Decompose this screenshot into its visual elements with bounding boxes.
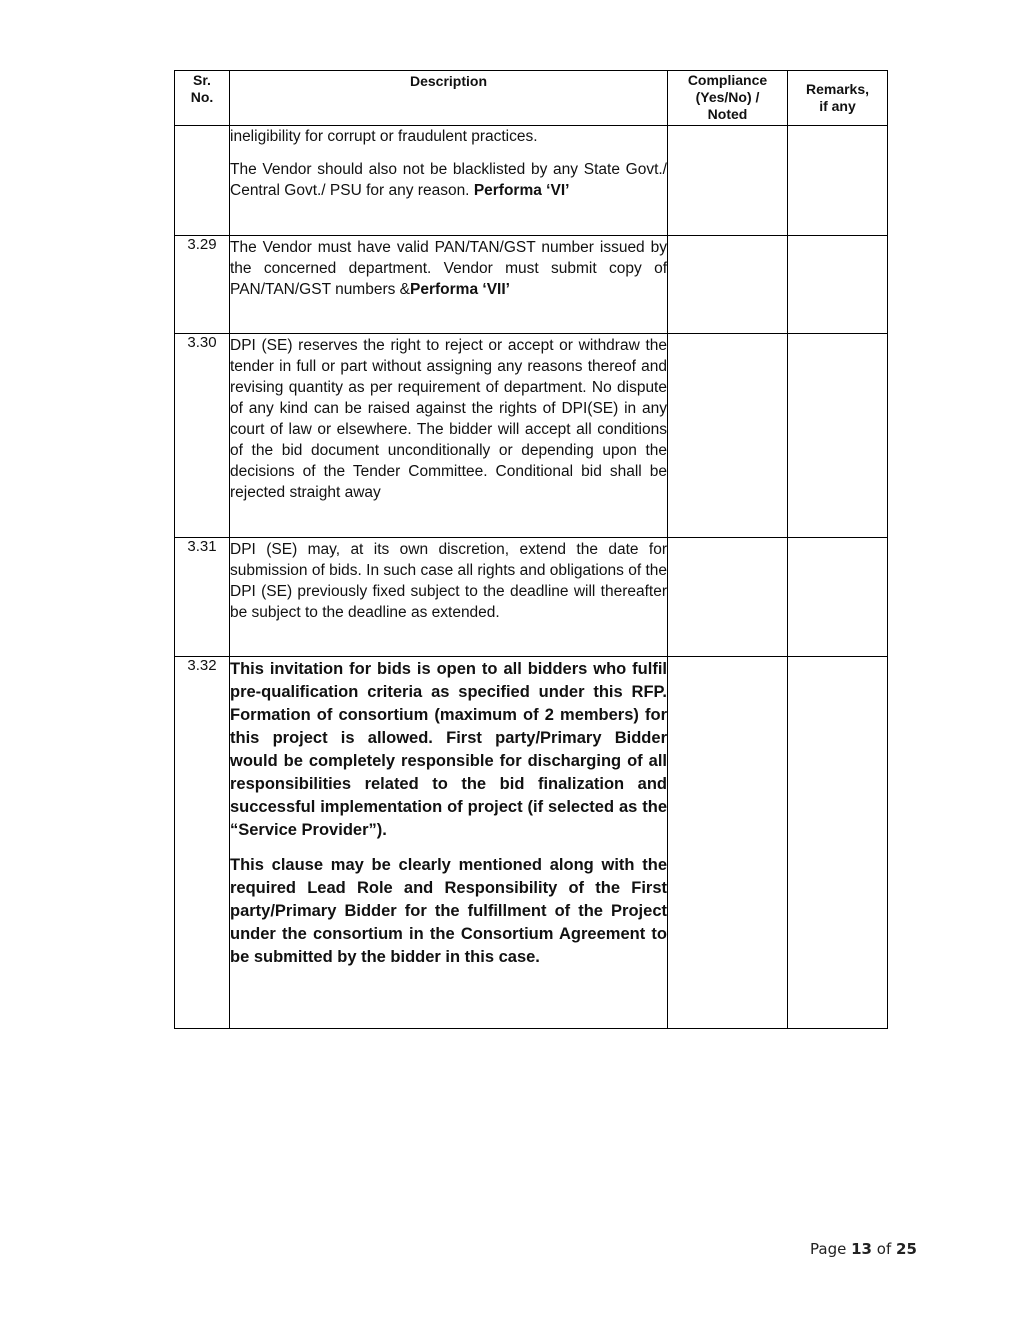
table-row — [175, 334, 888, 538]
row-remarks-cell[interactable] — [788, 538, 888, 657]
of-label: of — [876, 1240, 892, 1258]
header-remarks: Remarks, if any — [788, 71, 888, 126]
description-paragraph: ineligibility for corrupt or fraudulent practices. — [230, 128, 538, 145]
header-compliance: Compliance (Yes/No) / Noted — [668, 71, 788, 126]
description-paragraph: This invitation for bids is open to all bidders who fulfil pre-qualification criteria as specified under this RFP. Formation of consortium (maximum of 2 members) for this project is allowed. First party/Primary Bidder would be completely responsible for discharging of all responsibilities related to the bid finalization and successful implementation of project (if selected as the “Service Provider”). — [230, 660, 667, 839]
header-description: Description — [230, 71, 668, 126]
row-compliance-cell[interactable] — [668, 657, 788, 1029]
row-compliance-cell[interactable] — [668, 126, 788, 236]
row-compliance-cell[interactable] — [668, 334, 788, 538]
row-remarks-cell[interactable] — [788, 657, 888, 1029]
row-compliance-cell[interactable] — [668, 538, 788, 657]
description-paragraph: The Vendor must have valid PAN/TAN/GST number issued by the concerned department. Vendor must submit copy of PAN/TAN/GST numbers &Performa ‘VII’ — [230, 239, 667, 298]
row-description — [230, 657, 668, 1029]
header-sr-no: Sr. No. — [175, 71, 230, 126]
description-paragraph: The Vendor should also not be blacklisted by any State Govt./ Central Govt./ PSU for any reason. Performa ‘VI’ — [230, 161, 667, 199]
row-description — [230, 126, 668, 236]
row-sr-no: 3.31 — [175, 538, 230, 657]
row-sr-no: 3.32 — [175, 657, 230, 1029]
description-paragraph: DPI (SE) reserves the right to reject or accept or withdraw the tender in full or part without assigning any reasons thereof and revising quantity as per requirement of department. No dispute of any kind can be raised against the rights of DPI(SE) in any court of law or elsewhere. The bidder will accept all conditions of the bid document unconditionally or depending upon the decisions of the Tender Committee. Conditional bid shall be rejected straight away — [230, 337, 667, 501]
row-remarks-cell[interactable] — [788, 236, 888, 334]
table-header-row — [175, 71, 888, 126]
row-description — [230, 236, 668, 334]
current-page-number: 13 — [851, 1240, 872, 1258]
row-sr-no: 3.29 — [175, 236, 230, 334]
row-description — [230, 538, 668, 657]
row-compliance-cell[interactable] — [668, 236, 788, 334]
total-page-count: 25 — [896, 1240, 917, 1258]
page-label: Page — [810, 1240, 847, 1258]
table-row — [175, 657, 888, 1029]
row-remarks-cell[interactable] — [788, 334, 888, 538]
table-row — [175, 126, 888, 236]
table-row — [175, 538, 888, 657]
row-description — [230, 334, 668, 538]
row-sr-no: 3.30 — [175, 334, 230, 538]
table-row — [175, 236, 888, 334]
page-number-footer — [810, 1240, 917, 1258]
description-paragraph: This clause may be clearly mentioned along with the required Lead Role and Responsibility of the First party/Primary Bidder for the fulfillment of the Project under the consortium in the Consortium Agreement to be submitted by the bidder in this case. — [230, 856, 667, 966]
row-remarks-cell[interactable] — [788, 126, 888, 236]
description-paragraph: DPI (SE) may, at its own discretion, extend the date for submission of bids. In such case all rights and obligations of the DPI (SE) previously fixed subject to the deadline will thereafter be subject to the deadline as extended. — [230, 541, 667, 621]
row-sr-no — [175, 126, 230, 236]
compliance-table — [174, 70, 888, 1029]
